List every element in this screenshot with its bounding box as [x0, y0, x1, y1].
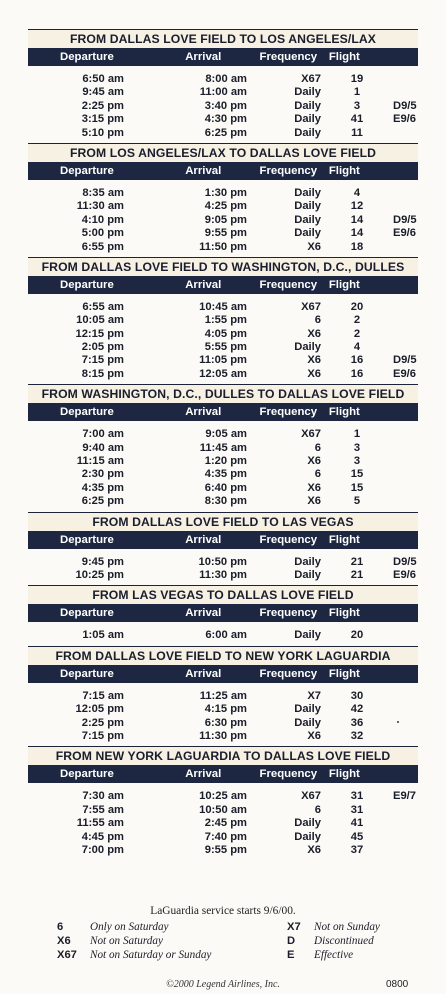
column-header-row — [28, 531, 418, 549]
frequency-cell: Daily — [294, 703, 321, 716]
route-title: FROM DALLAS LOVE FIELD TO WASHINGTON, D.C., DULLES — [28, 257, 418, 276]
frequency-cell: X6 — [307, 455, 321, 468]
arrival-time: 11:25 am — [199, 689, 247, 702]
table-row — [28, 314, 418, 327]
arrival-time: 12:05 am — [199, 367, 247, 380]
departure-header: Departure — [60, 768, 114, 781]
departure-time: 5:10 pm — [81, 126, 124, 139]
table-row — [28, 86, 418, 99]
date-note — [375, 86, 418, 99]
table-row — [28, 127, 418, 140]
frequency-header: Frequency — [259, 667, 318, 680]
arrival-time: 11:05 pm — [199, 354, 247, 367]
arrival-header: Arrival — [185, 768, 222, 781]
departure-time: 7:00 am — [82, 428, 124, 441]
speck-mark — [397, 721, 399, 723]
flight-number: 3 — [353, 455, 361, 468]
departure-time: 7:00 pm — [81, 843, 124, 856]
flight-number: 2 — [353, 314, 361, 327]
frequency-cell: Daily — [294, 341, 321, 354]
date-note — [375, 73, 418, 86]
legend-desc: Discontinued — [314, 935, 374, 947]
frequency-cell: 6 — [314, 441, 321, 454]
frequency-cell: Daily — [294, 200, 321, 213]
flight-number: 5 — [353, 495, 361, 508]
arrival-header: Arrival — [185, 164, 222, 177]
date-note: E9/6 — [393, 568, 417, 581]
arrival-time: 4:15 pm — [204, 703, 247, 716]
flight-number: 42 — [350, 703, 364, 716]
departure-time: 7:15 pm — [81, 354, 124, 367]
date-note: D9/5 — [393, 354, 417, 367]
table-row — [28, 482, 418, 495]
table-row — [28, 442, 418, 455]
departure-time: 6:55 am — [82, 300, 124, 313]
schedule-rows — [28, 683, 418, 747]
table-row — [28, 73, 418, 86]
frequency-cell: Daily — [294, 568, 321, 581]
route-title: FROM DALLAS LOVE FIELD TO NEW YORK LAGUARDIA — [28, 646, 418, 665]
departure-time: 10:05 am — [76, 314, 124, 327]
departure-time: 11:15 am — [76, 455, 124, 468]
frequency-cell: Daily — [294, 629, 321, 642]
arrival-header: Arrival — [185, 533, 222, 546]
legend — [0, 921, 446, 966]
frequency-cell: Daily — [294, 86, 321, 99]
arrival-time: 9:55 pm — [204, 843, 247, 856]
table-row — [28, 690, 418, 703]
flight-number: 15 — [350, 481, 364, 494]
route-title: FROM LOS ANGELES/LAX TO DALLAS LOVE FIELD — [28, 143, 418, 162]
table-row — [28, 717, 418, 730]
table-row — [28, 730, 418, 743]
flight-number: 4 — [353, 341, 361, 354]
arrival-time: 2:45 pm — [204, 817, 247, 830]
flight-number: 4 — [353, 186, 361, 199]
date-note — [375, 703, 418, 716]
flight-number: 41 — [350, 817, 364, 830]
legend-item — [57, 935, 163, 948]
route-title: FROM WASHINGTON, D.C., DULLES TO DALLAS LOVE FIELD — [28, 384, 418, 403]
table-row — [28, 703, 418, 716]
date-note — [375, 690, 418, 703]
table-row — [28, 495, 418, 508]
date-note: D9/5 — [393, 213, 417, 226]
arrival-time: 5:55 pm — [204, 341, 247, 354]
arrival-header: Arrival — [185, 51, 222, 63]
route-section — [28, 585, 418, 645]
date-note — [375, 730, 418, 743]
flight-number: 21 — [350, 568, 364, 581]
arrival-time: 1:30 pm — [204, 186, 247, 199]
column-header-row — [28, 604, 418, 622]
departure-time: 11:55 am — [76, 817, 124, 830]
date-note — [375, 804, 418, 817]
departure-time: 12:05 pm — [75, 703, 124, 716]
flight-number: 2 — [353, 327, 361, 340]
departure-time: 5:00 pm — [81, 227, 124, 240]
date-note — [375, 241, 418, 254]
legend-desc: Not on Sunday — [314, 921, 380, 933]
table-row — [28, 341, 418, 354]
route-title: FROM NEW YORK LAGUARDIA TO DALLAS LOVE FIELD — [28, 746, 418, 765]
flight-header: Flight — [328, 607, 360, 620]
date-note — [375, 482, 418, 495]
departure-time: 4:45 pm — [81, 830, 124, 843]
arrival-header: Arrival — [185, 667, 222, 680]
frequency-cell: X6 — [307, 843, 321, 856]
departure-time: 2:25 pm — [81, 99, 124, 112]
frequency-header: Frequency — [259, 164, 318, 177]
arrival-time: 6:00 am — [205, 629, 247, 642]
arrival-header: Arrival — [185, 278, 222, 291]
date-note: E9/7 — [393, 790, 417, 803]
date-note — [375, 629, 418, 642]
departure-time: 7:55 am — [82, 803, 124, 816]
arrival-header: Arrival — [185, 607, 222, 620]
table-row — [28, 368, 418, 381]
date-note — [375, 200, 418, 213]
date-note: E9/6 — [393, 367, 417, 380]
departure-time: 6:55 pm — [81, 240, 124, 253]
flight-number: 18 — [350, 240, 364, 253]
legend-code: X7 — [287, 921, 301, 933]
flight-header: Flight — [328, 667, 360, 680]
flight-number: 19 — [350, 73, 364, 85]
departure-time: 8:35 am — [82, 186, 124, 199]
departure-time: 8:15 pm — [81, 367, 124, 380]
date-note — [375, 187, 418, 200]
table-row — [28, 556, 418, 569]
schedule-rows — [28, 622, 418, 645]
legend-code: 6 — [57, 921, 64, 933]
arrival-time: 11:45 am — [199, 441, 247, 454]
arrival-time: 11:00 am — [199, 86, 247, 99]
frequency-cell: X6 — [307, 367, 321, 380]
schedule-rows — [28, 180, 418, 257]
table-row — [28, 455, 418, 468]
arrival-time: 4:30 pm — [204, 113, 247, 126]
legend-code: D — [287, 935, 296, 947]
table-row — [28, 354, 418, 367]
arrival-time: 10:50 am — [199, 803, 247, 816]
frequency-cell: X67 — [301, 73, 321, 85]
table-row — [28, 187, 418, 200]
arrival-time: 4:05 pm — [204, 327, 247, 340]
arrival-header: Arrival — [185, 406, 222, 419]
arrival-time: 9:05 pm — [204, 213, 247, 226]
flight-number: 15 — [350, 468, 364, 481]
date-note — [375, 468, 418, 481]
frequency-header: Frequency — [259, 51, 318, 63]
table-row — [28, 100, 418, 113]
departure-time: 9:45 am — [82, 86, 124, 99]
legend-desc: Not on Saturday — [90, 935, 163, 947]
frequency-cell: 6 — [314, 314, 321, 327]
date-note — [375, 428, 418, 441]
table-row — [28, 468, 418, 481]
flight-header: Flight — [328, 768, 360, 781]
route-title: FROM DALLAS LOVE FIELD TO LAS VEGAS — [28, 512, 418, 531]
departure-header: Departure — [60, 533, 114, 546]
date-note: D9/5 — [393, 555, 417, 568]
date-note — [375, 455, 418, 468]
flight-number: 1 — [353, 428, 361, 441]
departure-time: 2:30 pm — [81, 468, 124, 481]
column-header-row — [28, 665, 418, 683]
date-note — [375, 341, 418, 354]
flight-number: 12 — [350, 200, 364, 213]
arrival-time: 10:50 pm — [198, 555, 247, 568]
flight-number: 30 — [350, 689, 364, 702]
flight-number: 31 — [350, 790, 364, 803]
date-note: D9/5 — [393, 99, 417, 112]
table-row — [28, 214, 418, 227]
frequency-cell: X6 — [307, 495, 321, 508]
flight-number: 14 — [350, 227, 364, 240]
arrival-time: 6:25 pm — [204, 126, 247, 139]
frequency-header: Frequency — [259, 406, 318, 419]
frequency-cell: X6 — [307, 354, 321, 367]
table-row — [28, 629, 418, 642]
flight-number: 3 — [353, 99, 361, 112]
frequency-cell: X6 — [307, 240, 321, 253]
legend-item — [57, 921, 169, 934]
flight-number: 32 — [350, 729, 364, 742]
frequency-cell: X6 — [307, 327, 321, 340]
flight-header: Flight — [328, 406, 360, 419]
table-row — [28, 428, 418, 441]
legend-desc: Only on Saturday — [90, 921, 169, 933]
route-title: FROM LAS VEGAS TO DALLAS LOVE FIELD — [28, 585, 418, 604]
column-header-row — [28, 765, 418, 783]
column-header-row — [28, 48, 418, 66]
arrival-time: 4:35 pm — [204, 468, 247, 481]
schedule-rows — [28, 783, 418, 860]
departure-time: 4:10 pm — [81, 213, 124, 226]
table-row — [28, 817, 418, 830]
departure-time: 11:30 am — [76, 200, 124, 213]
departure-time: 9:40 am — [82, 441, 124, 454]
date-note — [375, 314, 418, 327]
frequency-cell: X67 — [301, 300, 321, 313]
arrival-time: 6:40 pm — [204, 481, 247, 494]
table-row — [28, 328, 418, 341]
departure-time: 7:15 am — [82, 689, 124, 702]
departure-time: 9:45 pm — [81, 555, 124, 568]
arrival-time: 1:20 pm — [204, 455, 247, 468]
frequency-cell: X67 — [301, 428, 321, 441]
departure-time: 2:25 pm — [81, 716, 124, 729]
date-note — [375, 831, 418, 844]
arrival-time: 6:30 pm — [204, 716, 247, 729]
table-row — [28, 200, 418, 213]
flight-header: Flight — [328, 533, 360, 546]
date-note — [375, 301, 418, 314]
date-note — [375, 328, 418, 341]
departure-time: 10:25 pm — [75, 568, 124, 581]
date-note — [375, 844, 418, 857]
departure-header: Departure — [60, 164, 114, 177]
arrival-time: 10:25 am — [199, 790, 247, 803]
date-note: E9/6 — [393, 227, 417, 240]
departure-time: 1:05 am — [82, 629, 124, 642]
flight-number: 1 — [353, 86, 361, 99]
flight-number: 11 — [351, 126, 363, 139]
flight-number: 41 — [350, 113, 364, 126]
frequency-cell: 6 — [314, 468, 321, 481]
flight-number: 36 — [350, 716, 364, 729]
frequency-cell: Daily — [294, 555, 321, 568]
arrival-time: 3:40 pm — [204, 99, 247, 112]
table-row — [28, 569, 418, 582]
route-section — [28, 512, 418, 586]
flight-header: Flight — [328, 278, 360, 291]
departure-time: 6:50 am — [82, 73, 124, 85]
frequency-header: Frequency — [259, 607, 318, 620]
date-note: E9/6 — [393, 113, 417, 126]
frequency-cell: Daily — [294, 817, 321, 830]
frequency-cell: Daily — [294, 213, 321, 226]
date-note — [375, 717, 418, 730]
departure-header: Departure — [60, 406, 114, 419]
table-row — [28, 241, 418, 254]
frequency-header: Frequency — [259, 768, 318, 781]
departure-time: 12:15 pm — [75, 327, 124, 340]
schedule-rows — [28, 421, 418, 511]
frequency-cell: X67 — [301, 790, 321, 803]
route-title: FROM DALLAS LOVE FIELD TO LOS ANGELES/LAX — [28, 29, 418, 48]
date-note — [375, 127, 418, 140]
table-row — [28, 113, 418, 126]
frequency-header: Frequency — [259, 278, 318, 291]
legend-code: X6 — [57, 935, 71, 947]
table-row — [28, 804, 418, 817]
legend-item — [287, 935, 374, 948]
flight-number: 20 — [350, 629, 364, 642]
departure-time: 6:25 pm — [81, 495, 124, 508]
schedule-rows — [28, 294, 418, 384]
arrival-time: 7:40 pm — [204, 830, 247, 843]
departure-header: Departure — [60, 278, 114, 291]
departure-time: 4:35 pm — [81, 481, 124, 494]
arrival-time: 11:30 pm — [199, 729, 247, 742]
flight-number: 3 — [353, 441, 361, 454]
frequency-cell: X7 — [307, 689, 321, 702]
departure-header: Departure — [60, 667, 114, 680]
legend-code: X67 — [57, 949, 77, 961]
column-header-row — [28, 403, 418, 421]
arrival-time: 11:30 pm — [199, 568, 247, 581]
flight-number: 37 — [350, 843, 364, 856]
route-section — [28, 29, 418, 143]
flight-number: 16 — [350, 367, 364, 380]
departure-header: Departure — [60, 607, 114, 620]
form-code: 0800 — [386, 979, 409, 990]
flight-header: Flight — [328, 51, 360, 63]
departure-time: 7:30 am — [82, 790, 124, 803]
frequency-cell: X6 — [307, 729, 321, 742]
flight-header: Flight — [328, 164, 360, 177]
arrival-time: 10:45 am — [199, 300, 247, 313]
arrival-time: 8:30 pm — [204, 495, 247, 508]
schedule-sections — [28, 29, 418, 860]
route-section — [28, 746, 418, 860]
departure-header: Departure — [60, 51, 114, 63]
departure-time: 2:05 pm — [81, 341, 124, 354]
route-section — [28, 384, 418, 511]
departure-time: 3:15 pm — [81, 113, 124, 126]
flight-number: 14 — [350, 213, 364, 226]
route-section — [28, 143, 418, 257]
arrival-time: 9:55 pm — [204, 227, 247, 240]
frequency-cell: 6 — [314, 803, 321, 816]
frequency-cell: Daily — [294, 227, 321, 240]
legend-item — [287, 949, 353, 962]
flight-number: 31 — [350, 803, 364, 816]
frequency-cell: Daily — [294, 99, 321, 112]
arrival-time: 9:05 am — [205, 428, 247, 441]
schedule-rows — [28, 66, 418, 143]
legend-desc: Not on Saturday or Sunday — [90, 949, 212, 961]
column-header-row — [28, 162, 418, 180]
flight-number: 20 — [350, 300, 364, 313]
table-row — [28, 844, 418, 857]
legend-item — [57, 949, 211, 962]
frequency-cell: X6 — [307, 481, 321, 494]
table-row — [28, 301, 418, 314]
table-row — [28, 227, 418, 240]
table-row — [28, 790, 418, 803]
flight-number: 21 — [350, 555, 364, 568]
frequency-cell: Daily — [294, 830, 321, 843]
frequency-cell: Daily — [294, 716, 321, 729]
legend-item — [287, 921, 380, 934]
date-note — [375, 442, 418, 455]
table-row — [28, 831, 418, 844]
schedule-rows — [28, 549, 418, 586]
route-section — [28, 646, 418, 747]
legend-code: E — [287, 949, 295, 961]
arrival-time: 8:00 am — [205, 73, 247, 85]
frequency-cell: Daily — [294, 126, 321, 139]
arrival-time: 11:50 pm — [199, 240, 247, 253]
date-note — [375, 817, 418, 830]
departure-time: 7:15 pm — [81, 729, 124, 742]
copyright: ©2000 Legend Airlines, Inc. — [166, 979, 280, 990]
frequency-cell: Daily — [294, 186, 321, 199]
date-note — [375, 495, 418, 508]
column-header-row — [28, 276, 418, 294]
laguardia-note: LaGuardia service starts 9/6/00. — [150, 905, 296, 917]
arrival-time: 1:55 pm — [204, 314, 247, 327]
legend-desc: Effective — [314, 949, 354, 961]
flight-number: 16 — [350, 354, 364, 367]
flight-number: 45 — [350, 830, 364, 843]
route-section — [28, 257, 418, 384]
arrival-time: 4:25 pm — [204, 200, 247, 213]
frequency-header: Frequency — [259, 533, 318, 546]
frequency-cell: Daily — [294, 113, 321, 126]
